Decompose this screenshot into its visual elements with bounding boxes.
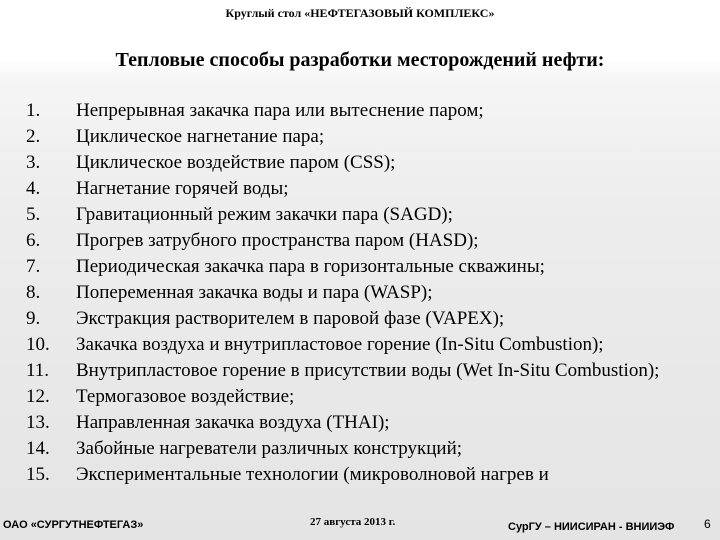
page-number: 6 xyxy=(704,517,711,531)
item-text: Циклическое нагнетание пара; xyxy=(76,126,325,147)
footer-partners: СурГУ – НИИСИРАН - ВНИИЭФ xyxy=(508,521,675,533)
methods-list xyxy=(26,98,686,488)
event-header: Круглый стол «НЕФТЕГАЗОВЫЙ КОМПЛЕКС» xyxy=(225,6,495,20)
list-item xyxy=(26,462,686,488)
list-item xyxy=(26,98,686,124)
list-item xyxy=(26,150,686,176)
item-number: 2. xyxy=(26,126,41,147)
list-item xyxy=(26,124,686,150)
item-text: Закачка воздуха и внутрипластовое горение (In-Situ Combustion); xyxy=(76,334,604,355)
item-text: Периодическая закачка пара в горизонтальные скважины; xyxy=(76,256,545,277)
item-text: Прогрев затрубного пространства паром (HASD); xyxy=(76,230,479,251)
footer-organization: ОАО «СУРГУТНЕФТЕГАЗ» xyxy=(3,519,144,531)
list-item xyxy=(26,202,686,228)
item-number: 1. xyxy=(26,100,41,121)
list-item xyxy=(26,176,686,202)
list-item xyxy=(26,280,686,306)
list-item xyxy=(26,228,686,254)
item-number: 10. xyxy=(26,334,50,355)
item-text: Попеременная закачка воды и пара (WASP); xyxy=(76,282,433,303)
slide-title: Тепловые способы разработки месторождений нефти: xyxy=(115,49,605,71)
item-text: Циклическое воздействие паром (CSS); xyxy=(76,152,396,173)
list-item xyxy=(26,384,686,410)
item-text: Забойные нагреватели различных конструкций; xyxy=(76,438,463,459)
item-text: Нагнетание горячей воды; xyxy=(76,178,289,199)
item-text: Внутрипластовое горение в присутствии воды (Wet In-Situ Combustion); xyxy=(76,360,660,381)
item-text: Экспериментальные технологии (микроволновой нагрев и xyxy=(76,464,549,485)
item-number: 12. xyxy=(26,386,50,407)
list-item xyxy=(26,306,686,332)
item-number: 9. xyxy=(26,308,41,329)
item-text: Гравитационный режим закачки пара (SAGD); xyxy=(76,204,453,225)
item-number: 11. xyxy=(26,360,50,381)
item-number: 4. xyxy=(26,178,41,199)
item-number: 5. xyxy=(26,204,41,225)
item-number: 15. xyxy=(26,464,50,485)
item-text: Направленная закачка воздуха (THAI); xyxy=(76,412,390,433)
list-item xyxy=(26,358,686,384)
item-number: 8. xyxy=(26,282,41,303)
list-item xyxy=(26,332,686,358)
item-number: 3. xyxy=(26,152,41,173)
item-text: Непрерывная закачка пара или вытеснение паром; xyxy=(76,100,484,121)
list-item xyxy=(26,410,686,436)
item-text: Экстракция растворителем в паровой фазе (VAPEX); xyxy=(76,308,505,329)
item-number: 7. xyxy=(26,256,41,277)
item-number: 14. xyxy=(26,438,50,459)
list-item xyxy=(26,436,686,462)
list-item xyxy=(26,254,686,280)
item-number: 13. xyxy=(26,412,50,433)
item-text: Термогазовое воздействие; xyxy=(76,386,295,407)
item-number: 6. xyxy=(26,230,41,251)
footer-date: 27 августа 2013 г. xyxy=(310,516,396,528)
